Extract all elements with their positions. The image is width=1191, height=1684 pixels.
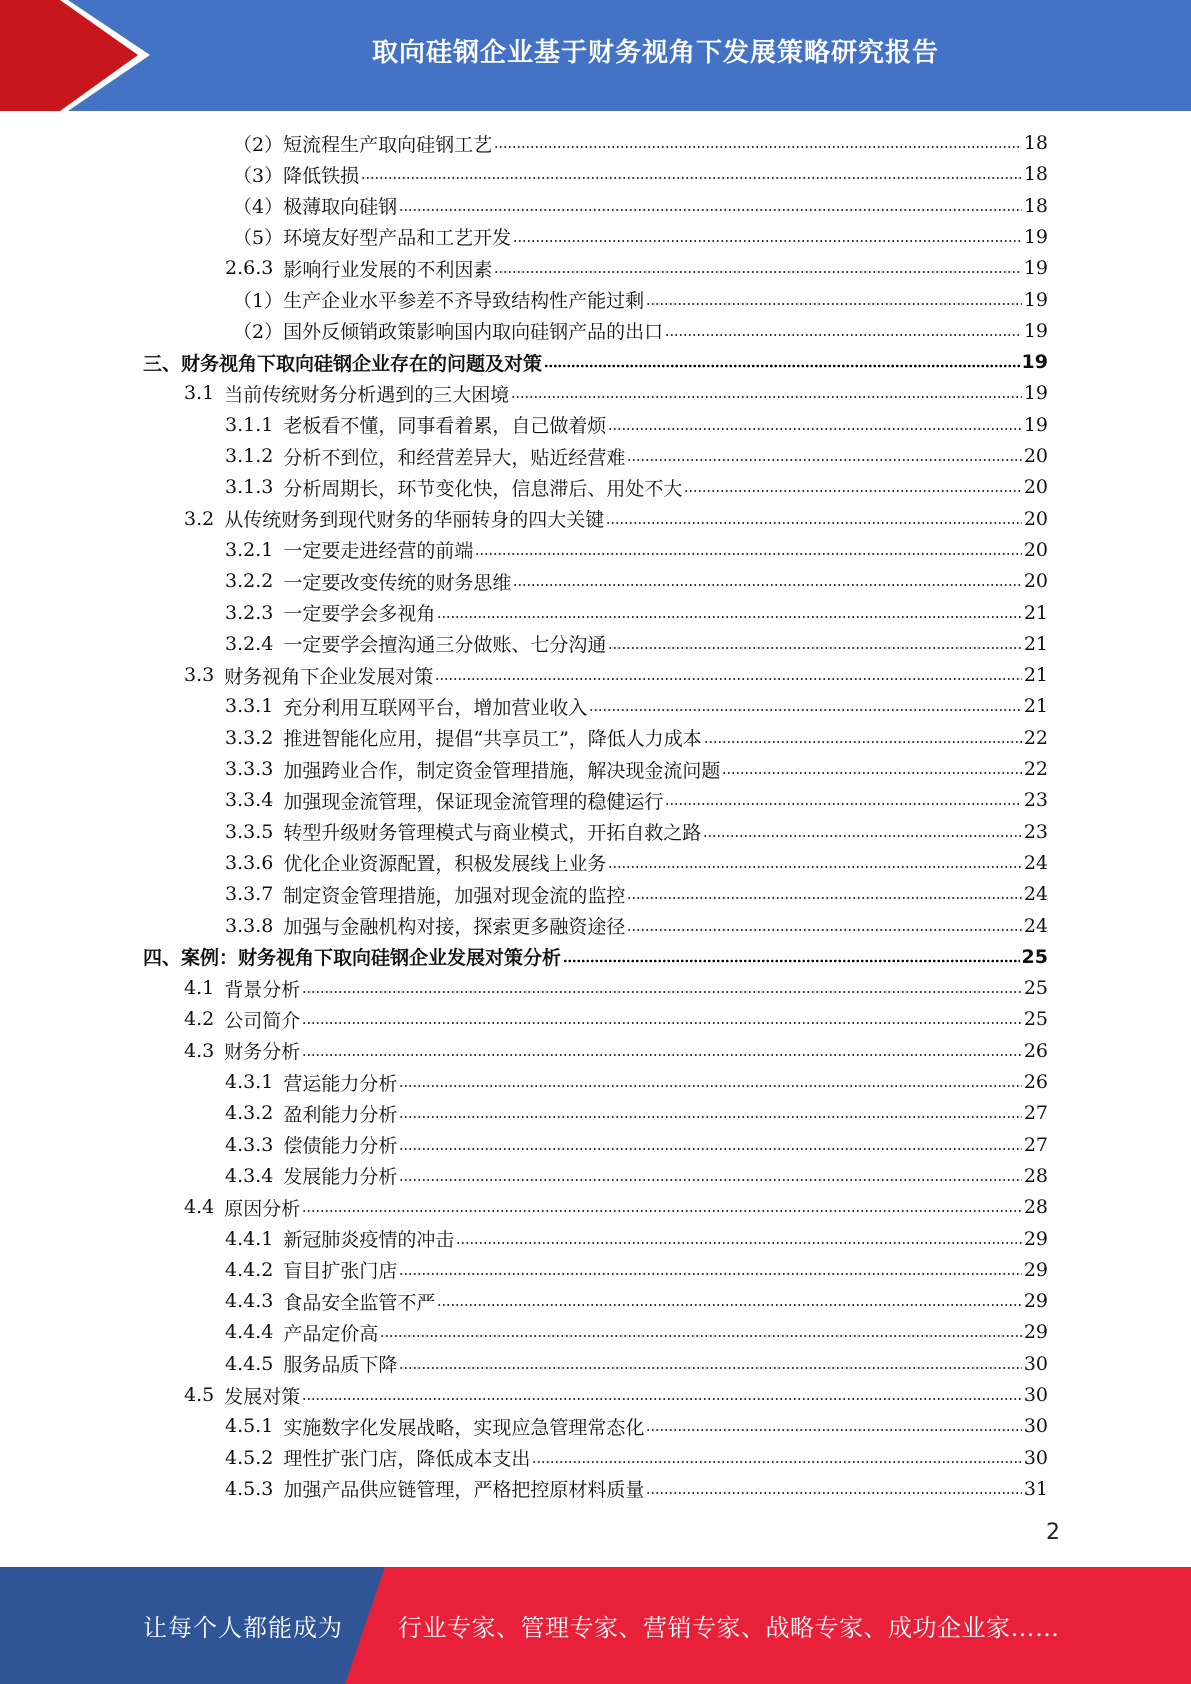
toc-entry-page: 31: [1023, 1477, 1048, 1500]
toc-entry-page: 30: [1023, 1415, 1048, 1438]
toc-entry-title: （2）短流程生产取向硅钢工艺: [233, 133, 493, 156]
toc-entry-page: 24: [1023, 914, 1048, 937]
toc-entry-page: 19: [1023, 413, 1048, 436]
dot-leader: [608, 646, 1021, 650]
toc-entry-number: 4.5.3: [225, 1477, 274, 1500]
toc-entry-title: 实施数字化发展战略，实现应急管理常态化: [283, 1416, 645, 1439]
toc-entry-number: 4.3.2: [225, 1102, 274, 1125]
toc-entry[interactable]: [225, 817, 1048, 847]
toc-entry-page: 20: [1023, 476, 1048, 499]
toc-entry[interactable]: [184, 1380, 1048, 1410]
toc-entry[interactable]: [143, 347, 1048, 377]
toc-entry-title: （1）生产企业水平参差不齐导致结构性产能过剩: [233, 290, 645, 312]
dot-leader: [399, 1178, 1021, 1182]
toc-entry[interactable]: [143, 942, 1048, 972]
toc-entry-title: 盈利能力分析: [283, 1103, 398, 1126]
toc-entry-page: 23: [1023, 820, 1048, 843]
toc-entry-number: 3.2: [184, 507, 215, 530]
toc-entry[interactable]: [225, 911, 1048, 941]
toc-entry[interactable]: [184, 660, 1048, 690]
toc-entry-page: 25: [1023, 1008, 1048, 1031]
dot-leader: [665, 333, 1022, 337]
toc-entry[interactable]: [225, 410, 1048, 440]
toc-entry-page: 30: [1023, 1446, 1048, 1469]
toc-entry-number: 4.4.3: [225, 1290, 274, 1313]
toc-entry-title: 老板看不懂，同事看着累，自己做着烦: [283, 415, 607, 438]
toc-entry-number: 4.5.1: [225, 1415, 274, 1438]
toc-entry-number: 3.2.2: [225, 570, 274, 593]
dot-leader: [435, 677, 1022, 681]
toc-entry-title: 四、案例：财务视角下取向硅钢企业发展对策分析: [143, 947, 562, 970]
toc-entry-title: 背景分析: [224, 978, 301, 1001]
toc-entry-number: 4.2: [184, 1008, 215, 1031]
toc-entry-page: 18: [1023, 194, 1048, 217]
toc-entry-page: 24: [1023, 851, 1048, 874]
toc-entry-title: （5）环境友好型产品和工艺开发: [233, 227, 512, 250]
toc-entry[interactable]: [225, 441, 1048, 471]
toc-entry-title: （2）国外反倾销政策影响国内取向硅钢产品的出口: [233, 321, 664, 344]
toc-entry-title: 推进智能化应用，提倡“共享员工”，降低人力成本: [283, 728, 702, 751]
toc-entry-title: 原因分析: [224, 1197, 301, 1220]
red-arrow-decoration: [0, 0, 160, 111]
toc-entry-page: 29: [1023, 1290, 1048, 1313]
toc-entry-page: 20: [1023, 507, 1048, 530]
toc-entry-number: 3.2.3: [225, 601, 274, 624]
dot-leader: [302, 1053, 1022, 1057]
toc-entry-page: 21: [1023, 664, 1048, 687]
toc-entry-title: 发展对策: [224, 1385, 301, 1408]
toc-entry[interactable]: [225, 723, 1048, 753]
toc-entry-page: 25: [1021, 945, 1048, 968]
dot-leader: [589, 708, 1021, 712]
toc-entry-title: 一定要学会多视角: [283, 603, 436, 625]
toc-entry-title: 发展能力分析: [283, 1166, 398, 1189]
toc-entry-title: 分析周期长，环节变化快，信息滞后、用处不大: [283, 477, 683, 500]
toc-entry-title: （3）降低铁损: [233, 164, 360, 187]
page-number: 2: [1046, 1520, 1060, 1545]
dot-leader: [475, 552, 1021, 556]
toc-entry-number: 3.3: [184, 664, 215, 687]
toc-entry-number: 4.3.1: [225, 1071, 274, 1093]
toc-entry-title: 理性扩张门店，降低成本支出: [283, 1448, 531, 1471]
toc-entry-page: 28: [1023, 1196, 1048, 1219]
dot-leader: [399, 1272, 1021, 1276]
toc-entry-title: 营运能力分析: [283, 1072, 398, 1095]
toc-entry-number: 4.5.2: [225, 1446, 274, 1469]
toc-entry-title: 偿债能力分析: [283, 1135, 398, 1158]
toc-entry-title: 盲目扩张门店: [283, 1260, 398, 1283]
toc-entry[interactable]: [225, 1255, 1048, 1285]
toc-entry[interactable]: [225, 1443, 1048, 1473]
toc-entry-page: 19: [1021, 351, 1048, 374]
toc-entry-number: 3.3.7: [225, 883, 274, 906]
toc-entry-page: 26: [1023, 1039, 1048, 1062]
toc-entry-number: 3.3.4: [225, 789, 274, 812]
toc-entry-page: 22: [1023, 726, 1048, 749]
toc-entry-page: 19: [1023, 319, 1048, 342]
toc-entry-page: 22: [1023, 758, 1048, 780]
toc-entry-title: 公司简介: [224, 1009, 301, 1032]
toc-entry-number: 3.3.3: [225, 758, 274, 780]
footer-slogan: 让每个人都能成为: [143, 1614, 343, 1642]
toc-entry-page: 28: [1023, 1164, 1048, 1187]
toc-entry-number: 4.3.4: [225, 1164, 274, 1187]
toc-entry[interactable]: [225, 629, 1048, 659]
dot-leader: [532, 1460, 1021, 1464]
dot-leader: [608, 427, 1021, 431]
toc-entry[interactable]: [184, 1004, 1048, 1034]
toc-entry-number: 4.4.4: [225, 1321, 274, 1344]
toc-entry-number: 3.3.8: [225, 914, 274, 937]
toc-entry[interactable]: [233, 285, 1048, 315]
dot-leader: [380, 1334, 1021, 1338]
toc-entry-title: 转型升级财务管理模式与商业模式，开拓自救之路: [283, 822, 702, 845]
toc-entry-title: 影响行业发展的不利因素: [283, 258, 493, 281]
dot-leader: [606, 521, 1022, 525]
toc-entry[interactable]: [184, 1192, 1048, 1222]
toc-entry-page: 18: [1023, 163, 1048, 186]
dot-leader: [399, 1366, 1021, 1370]
toc-entry[interactable]: [225, 1161, 1048, 1191]
dot-leader: [361, 176, 1022, 180]
toc-entry[interactable]: [225, 1349, 1048, 1379]
toc-entry-number: 4.4.5: [225, 1352, 274, 1375]
toc-entry-title: 加强现金流管理，保证现金流管理的稳健运行: [283, 790, 664, 813]
toc-entry-number: 3.1.1: [225, 413, 274, 436]
toc-entry-title: 充分利用互联网平台，增加营业收入: [283, 696, 588, 719]
toc-entry-page: 24: [1023, 883, 1048, 906]
toc-entry-page: 25: [1023, 977, 1048, 1000]
dot-leader: [302, 1397, 1022, 1401]
toc-entry[interactable]: [225, 848, 1048, 878]
page-footer: [0, 1567, 1191, 1684]
toc-entry[interactable]: [233, 128, 1048, 158]
toc-entry[interactable]: [225, 1224, 1048, 1254]
toc-entry-title: 优化企业资源配置，积极发展线上业务: [283, 853, 607, 876]
dot-leader: [399, 1115, 1021, 1119]
toc-entry-number: 3.3.1: [225, 695, 274, 718]
toc-entry-number: 4.5: [184, 1384, 215, 1406]
toc-entry-page: 20: [1023, 538, 1048, 561]
dot-leader: [646, 302, 1022, 306]
toc-entry[interactable]: [225, 1067, 1048, 1097]
dot-leader: [399, 1084, 1021, 1088]
dot-leader: [302, 990, 1022, 994]
toc-entry[interactable]: [184, 973, 1048, 1003]
toc-entry[interactable]: [225, 1411, 1048, 1441]
toc-entry[interactable]: [225, 879, 1048, 909]
dot-leader: [302, 1021, 1022, 1025]
toc-entry[interactable]: [225, 598, 1048, 628]
toc-entry[interactable]: [225, 1098, 1048, 1128]
toc-entry-title: 加强与金融机构对接，探索更多融资途径: [283, 916, 626, 938]
toc-entry[interactable]: [225, 691, 1048, 721]
toc-entry-title: 财务视角下企业发展对策: [224, 665, 434, 688]
toc-entry[interactable]: [233, 191, 1048, 221]
toc-entry-title: 三、财务视角下取向硅钢企业存在的问题及对策: [143, 352, 543, 375]
toc-entry-number: 3.3.6: [225, 851, 274, 874]
toc-entry-number: 3.2.1: [225, 538, 274, 561]
toc-entry-page: 29: [1023, 1227, 1048, 1250]
toc-entry-page: 27: [1023, 1133, 1048, 1156]
toc-entry[interactable]: [225, 472, 1048, 502]
dot-leader: [703, 834, 1021, 838]
toc-entry-page: 21: [1023, 632, 1048, 655]
toc-entry[interactable]: [184, 1036, 1048, 1066]
toc-entry-page: 20: [1023, 570, 1048, 593]
toc-entry[interactable]: [225, 253, 1048, 283]
toc-entry-number: 4.4.2: [225, 1258, 274, 1281]
toc-entry-title: 制定资金管理措施，加强对现金流的监控: [283, 884, 626, 907]
toc-entry-number: 3.1.3: [225, 476, 274, 499]
toc-entry-title: 分析不到位，和经营差异大，贴近经营难: [283, 446, 626, 469]
toc-entry-title: 一定要改变传统的财务思维: [283, 571, 512, 594]
toc-entry-number: 3.1: [184, 382, 215, 405]
toc-entry-number: 3.3.2: [225, 726, 274, 749]
dot-leader: [563, 959, 1020, 963]
toc-entry-title: 加强产品供应链管理，严格把控原材料质量: [283, 1479, 645, 1502]
toc-entry-page: 19: [1023, 288, 1048, 311]
toc-entry[interactable]: [225, 754, 1048, 784]
dot-leader: [513, 239, 1022, 243]
dot-leader: [513, 583, 1021, 587]
toc-entry-number: 2.6.3: [225, 257, 274, 280]
toc-entry-page: 26: [1023, 1071, 1048, 1093]
toc-entry-title: 产品定价高: [283, 1322, 379, 1345]
toc-entry-title: 当前传统财务分析遇到的三大困境: [224, 383, 510, 406]
toc-entry-number: 4.3.3: [225, 1133, 274, 1156]
toc-entry-page: 29: [1023, 1321, 1048, 1344]
dot-leader: [544, 364, 1020, 368]
dot-leader: [399, 208, 1022, 212]
toc-entry-page: 23: [1023, 789, 1048, 812]
toc-entry-page: 20: [1023, 445, 1048, 467]
toc-entry[interactable]: [184, 378, 1048, 408]
dot-leader: [684, 489, 1021, 493]
page-header: [0, 0, 1191, 111]
toc-entry-page: 30: [1023, 1384, 1048, 1406]
dot-leader: [456, 1241, 1021, 1245]
toc-entry-page: 19: [1023, 225, 1048, 248]
toc-entry[interactable]: [233, 159, 1048, 189]
toc-entry-title: 服务品质下降: [283, 1354, 398, 1377]
toc-entry-page: 27: [1023, 1102, 1048, 1125]
toc-entry-number: 3.1.2: [225, 445, 274, 467]
dot-leader: [627, 896, 1021, 900]
toc-entry-number: 3.2.4: [225, 632, 274, 655]
dot-leader: [437, 1303, 1021, 1307]
dot-leader: [646, 1491, 1021, 1495]
toc-entry[interactable]: [225, 535, 1048, 565]
toc-entry-page: 19: [1023, 257, 1048, 280]
dot-leader: [646, 1428, 1021, 1432]
dot-leader: [665, 802, 1021, 806]
dot-leader: [722, 771, 1021, 775]
toc-entry-page: 18: [1023, 132, 1048, 154]
toc-entry-number: 4.1: [184, 977, 215, 1000]
toc-entry-page: 30: [1023, 1352, 1048, 1375]
toc-entry-title: 加强跨业合作，制定资金管理措施，解决现金流问题: [283, 759, 721, 782]
dot-leader: [494, 270, 1021, 274]
dot-leader: [302, 1209, 1022, 1213]
toc-entry[interactable]: [225, 566, 1048, 596]
toc-entry-page: 21: [1023, 601, 1048, 624]
toc-entry-title: 新冠肺炎疫情的冲击: [283, 1229, 455, 1251]
toc-entry-page: 21: [1023, 695, 1048, 718]
toc-entry-title: 一定要走进经营的前端: [283, 540, 474, 563]
dot-leader: [511, 395, 1022, 399]
dot-leader: [399, 1147, 1021, 1151]
toc-entry-number: 4.4.1: [225, 1227, 274, 1250]
toc-entry[interactable]: [233, 316, 1048, 346]
toc-entry[interactable]: [184, 504, 1048, 534]
toc-entry-title: 从传统财务到现代财务的华丽转身的四大关键: [224, 509, 605, 532]
toc-entry-page: 19: [1023, 382, 1048, 405]
toc-entry[interactable]: [233, 222, 1048, 252]
toc-entry-number: 4.3: [184, 1039, 215, 1062]
dot-leader: [437, 615, 1021, 619]
dot-leader: [704, 740, 1022, 744]
dot-leader: [608, 865, 1021, 869]
dot-leader: [627, 458, 1021, 462]
toc-entry-title: 食品安全监管不严: [283, 1291, 436, 1314]
footer-roles: 行业专家、管理专家、营销专家、战略专家、成功企业家……: [398, 1614, 1060, 1642]
dot-leader: [627, 928, 1021, 932]
toc-entry-title: （4）极薄取向硅钢: [233, 196, 398, 219]
document-title: 取向硅钢企业基于财务视角下发展策略研究报告: [371, 37, 939, 68]
toc-entry[interactable]: [225, 785, 1048, 815]
toc-entry-title: 一定要学会擅沟通三分做账、七分沟通: [283, 634, 607, 657]
toc-entry[interactable]: [225, 1474, 1048, 1504]
toc-entry-page: 29: [1023, 1258, 1048, 1281]
dot-leader: [494, 145, 1022, 149]
toc-entry[interactable]: [225, 1286, 1048, 1316]
toc-entry-number: 3.3.5: [225, 820, 274, 843]
toc-entry[interactable]: [225, 1317, 1048, 1347]
toc-entry-number: 4.4: [184, 1196, 215, 1219]
toc-entry-title: 财务分析: [224, 1041, 301, 1064]
toc-entry[interactable]: [225, 1130, 1048, 1160]
